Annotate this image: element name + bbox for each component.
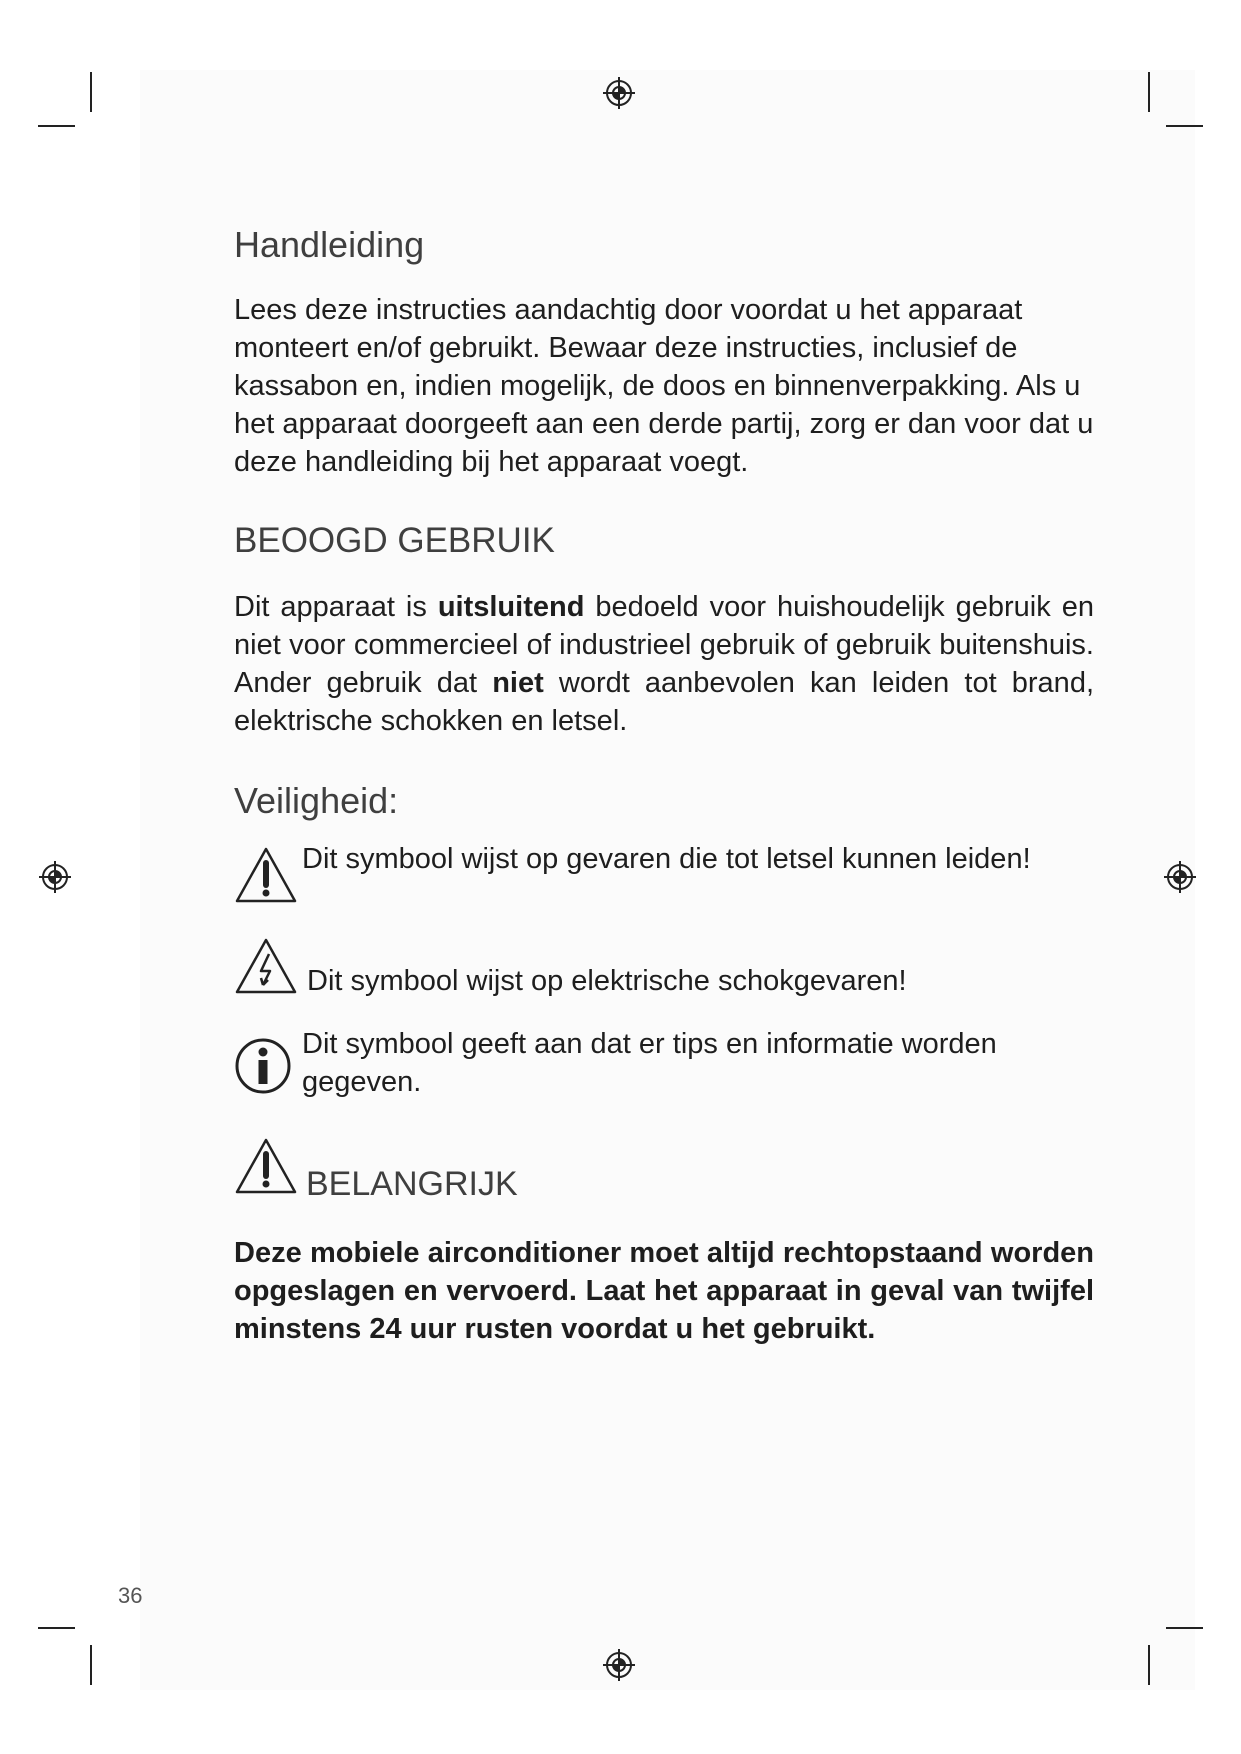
important-warning-icon [234,1137,298,1195]
intended-use-emphasis-not: niet [492,667,544,699]
important-heading: BELANGRIJK [306,1165,518,1203]
crop-mark-bottom-right-v [1148,1645,1150,1685]
crop-mark-top-left-h [38,125,75,127]
intended-use-heading: BEOOGD GEBRUIK [234,521,555,560]
manual-title: Handleiding [234,224,425,265]
symbol-warning-text: Dit symbool wijst op gevaren die tot letsel kunnen leiden! [302,843,1031,875]
intended-use-paragraph [234,588,1094,740]
registration-mark-icon [38,860,72,894]
intended-use-text-2: bedoeld voor huishoudelijk gebruik en niet voor commercieel of industrieel gebruik of gebruik buitenshuis. Ander gebruik dat [234,591,1094,699]
symbol-shock-text: Dit symbool wijst op elektrische schokgevaren! [307,965,907,997]
electric-shock-icon [234,937,298,995]
crop-mark-bottom-left-v [90,1645,92,1685]
crop-mark-top-right-v [1148,72,1150,112]
info-icon [234,1037,292,1095]
registration-mark-icon [602,1648,636,1682]
crop-mark-bottom-right-h [1166,1627,1203,1629]
page-number: 36 [118,1583,143,1608]
intended-use-text-1: Dit apparaat is [234,591,438,623]
crop-mark-top-left-v [90,72,92,112]
safety-heading: Veiligheid: [234,780,399,821]
crop-mark-top-right-h [1166,125,1203,127]
intended-use-emphasis-exclusive: uitsluitend [437,591,585,623]
important-paragraph: Deze mobiele airconditioner moet altijd rechtopstaand worden opgeslagen en vervoerd. Laat het apparaat in geval van twijfel minstens 24 uur rusten voordat u het gebruikt. [234,1237,1094,1345]
intended-use-text-3: wordt aanbevolen kan leiden tot brand, elektrische schokken en letsel. [234,667,1094,737]
crop-mark-bottom-left-h [38,1627,75,1629]
symbol-info-text: Dit symbool geeft aan dat er tips en informatie worden gegeven. [302,1028,997,1098]
registration-mark-icon [602,76,636,110]
intro-paragraph: Lees deze instructies aandachtig door voordat u het apparaat monteert en/of gebruikt. Bewaar deze instructies, inclusief de kassabon en, indien mogelijk, de doos en binnenverpakking. Als u het apparaat doorgeeft aan een derde partij, zorg er dan voor dat u deze handleiding bij het apparaat voegt. [234,294,1094,478]
warning-triangle-icon [234,846,298,904]
registration-mark-icon [1163,860,1197,894]
